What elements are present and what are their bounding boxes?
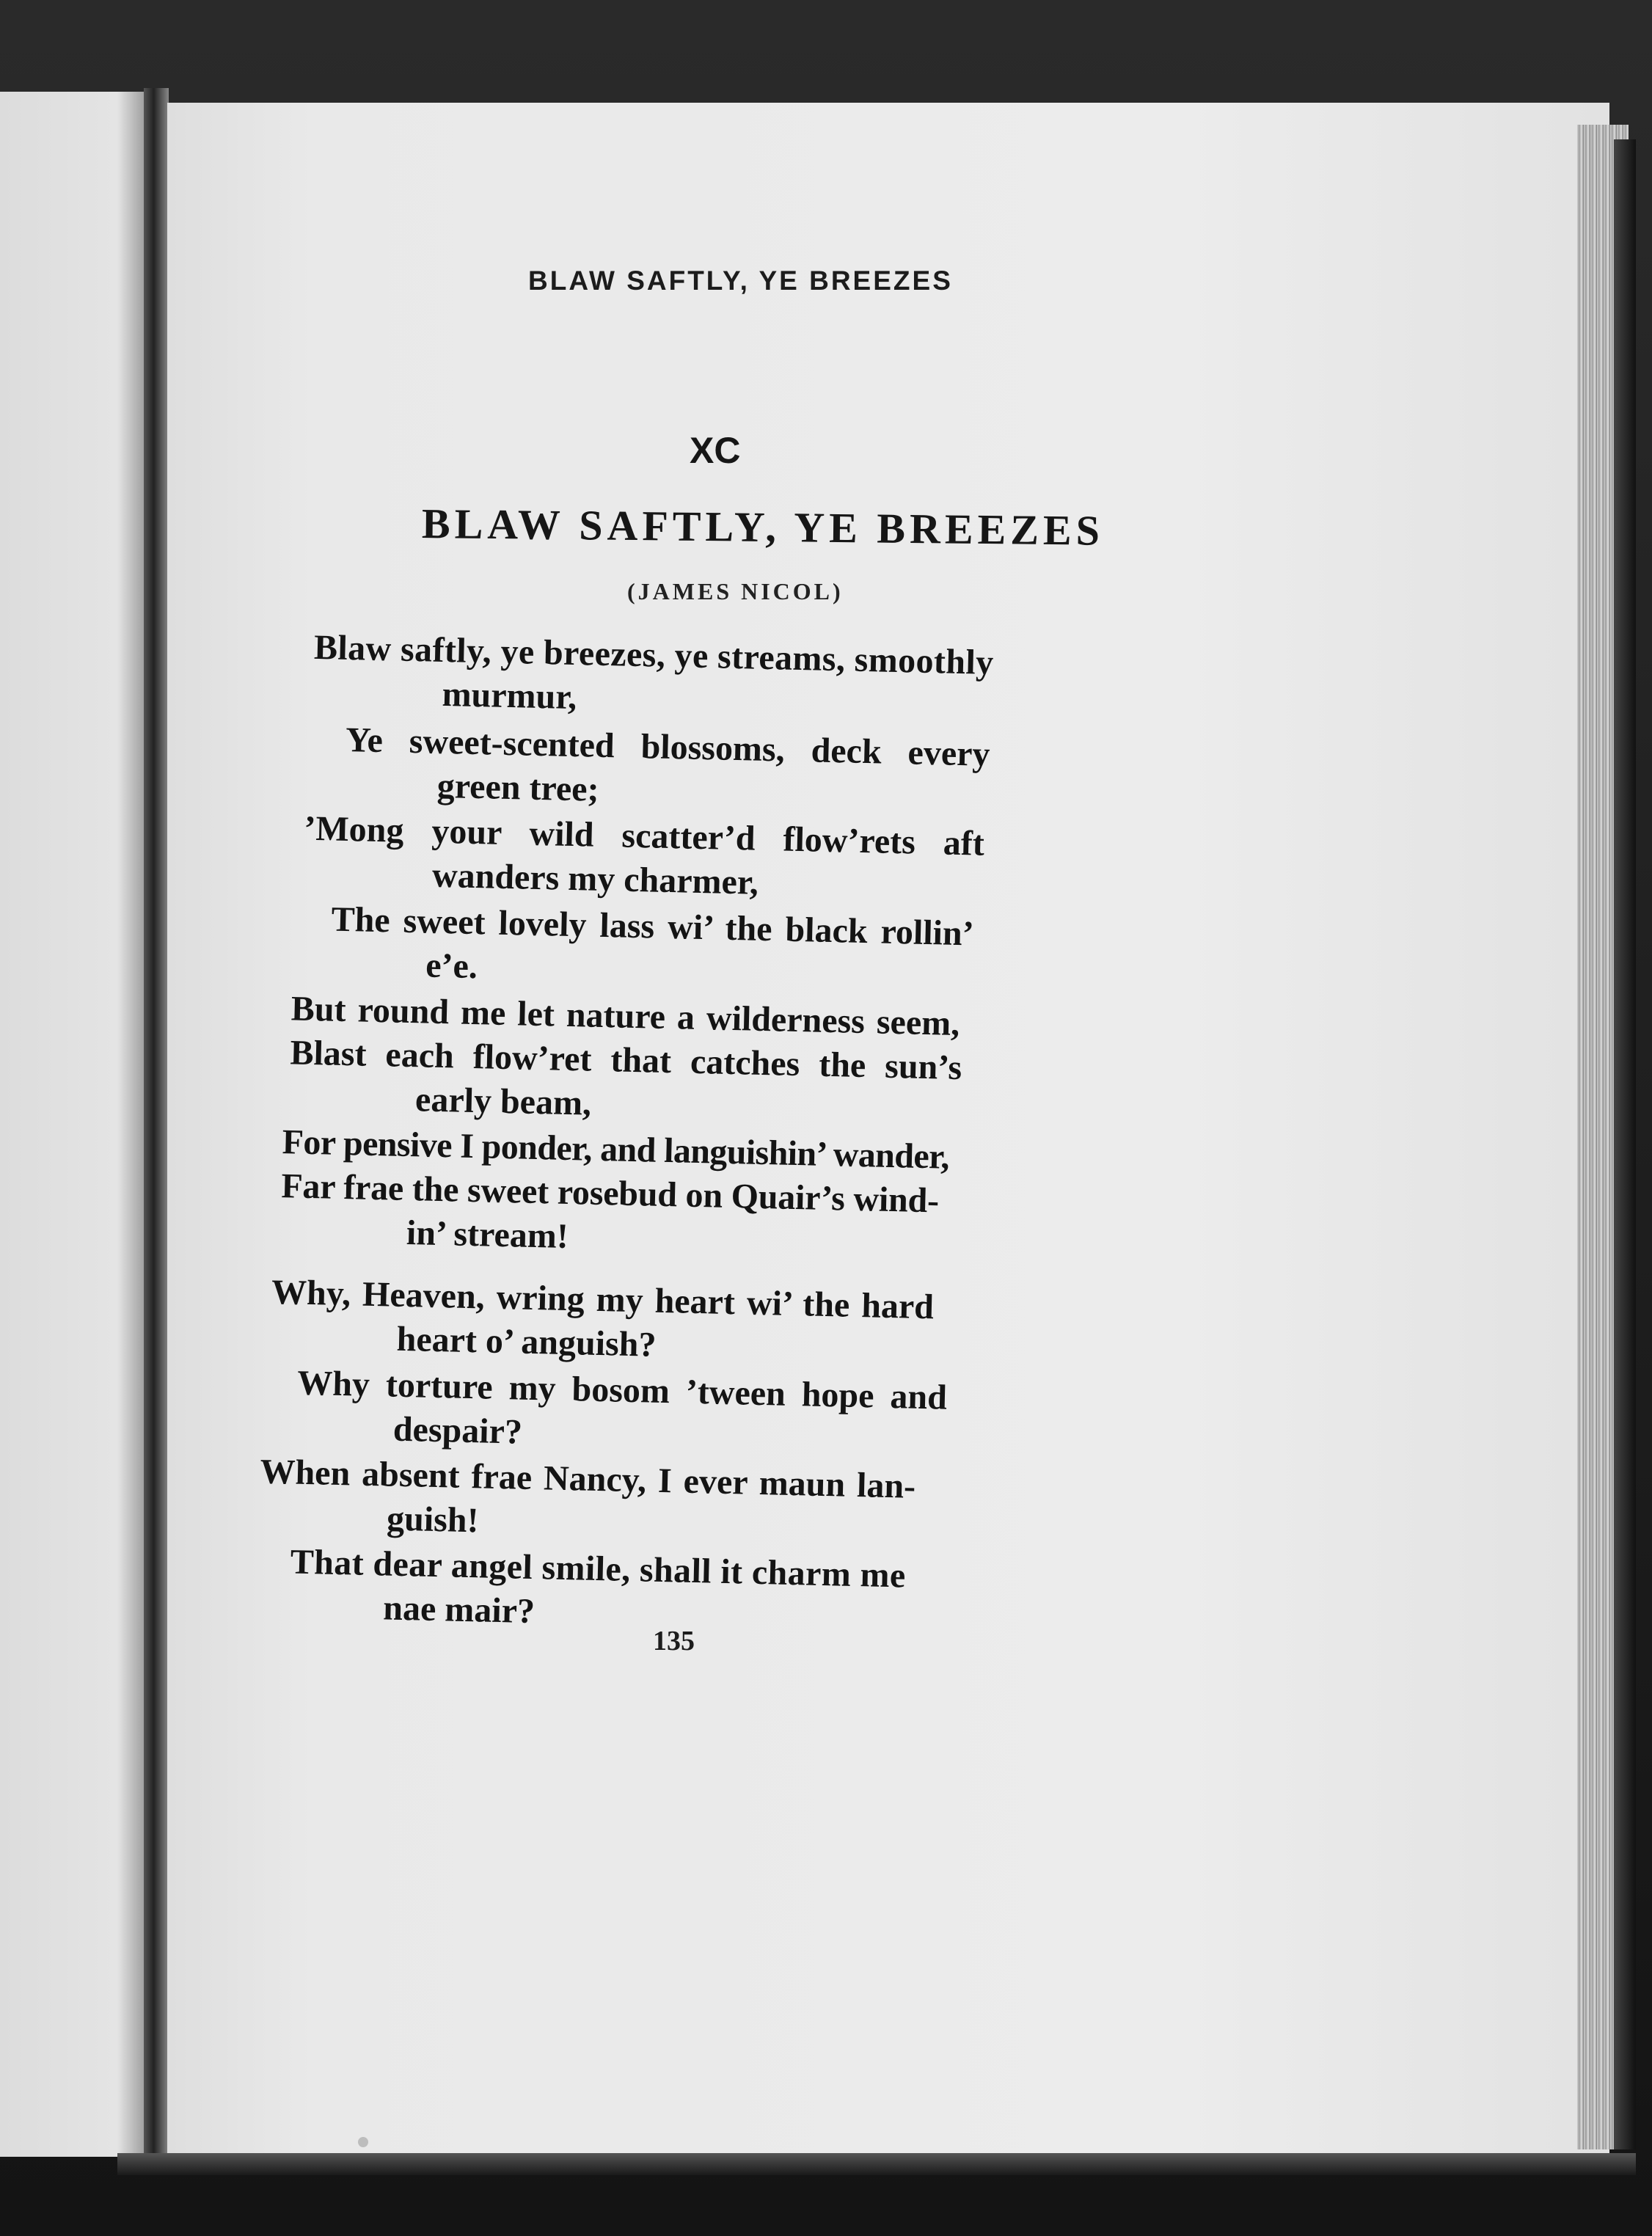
verse-line: early beam,: [414, 1080, 592, 1123]
verse-line: guish!: [386, 1499, 480, 1541]
verse-line: in’ stream!: [406, 1213, 569, 1257]
verse-line: Far frae the sweet rosebud on Quair’s wind-: [280, 1166, 940, 1221]
verse-line: The sweet lovely lass wi’ the black rollin’: [331, 899, 975, 954]
book-gutter: [144, 88, 169, 2164]
poem-title: BLAW SAFTLY, YE BREEZES: [421, 500, 1105, 555]
verse-line: Ye sweet-scented blossoms, deck every: [345, 720, 991, 774]
verse-line: e’e.: [425, 946, 478, 987]
scan-smudge: [358, 2137, 368, 2147]
verse-line: wanders my charmer,: [431, 855, 759, 902]
verse-line: Why torture my bosom ’tween hope and: [296, 1363, 948, 1417]
verse-line: Blaw saftly, ye breezes, ye streams, smoothly: [313, 627, 995, 682]
verse-line: nae mair?: [382, 1588, 536, 1632]
verse-line: ’Mong your wild scatter’d flow’rets aft: [303, 808, 985, 863]
verse-line: murmur,: [442, 674, 577, 717]
verse-line: For pensive I ponder, and languishin’ wander,: [282, 1122, 950, 1177]
running-head: BLAW SAFTLY, YE BREEZES: [528, 266, 953, 296]
verse-line: That dear angel smile, shall it charm me: [290, 1542, 907, 1596]
verse-line: When absent frae Nancy, I ever maun lan-: [259, 1452, 916, 1506]
verse-line: But round me let nature a wilderness seem,: [290, 989, 960, 1044]
verse-line: despair?: [392, 1409, 523, 1452]
poem-author: (JAMES NICOL): [627, 578, 844, 604]
book-cover-edge: [1614, 139, 1636, 2149]
bottom-shadow: [117, 2153, 1636, 2175]
page-number: 135: [653, 1626, 695, 1656]
verse-line: Blast each flow’ret that catches the sun’s: [289, 1033, 962, 1088]
section-number: XC: [690, 430, 741, 471]
verse-line: green tree;: [436, 766, 600, 809]
facing-page-edge: [0, 92, 147, 2157]
verse-line: heart o’ anguish?: [396, 1319, 657, 1364]
verse-line: Why, Heaven, wring my heart wi’ the hard: [271, 1272, 935, 1327]
